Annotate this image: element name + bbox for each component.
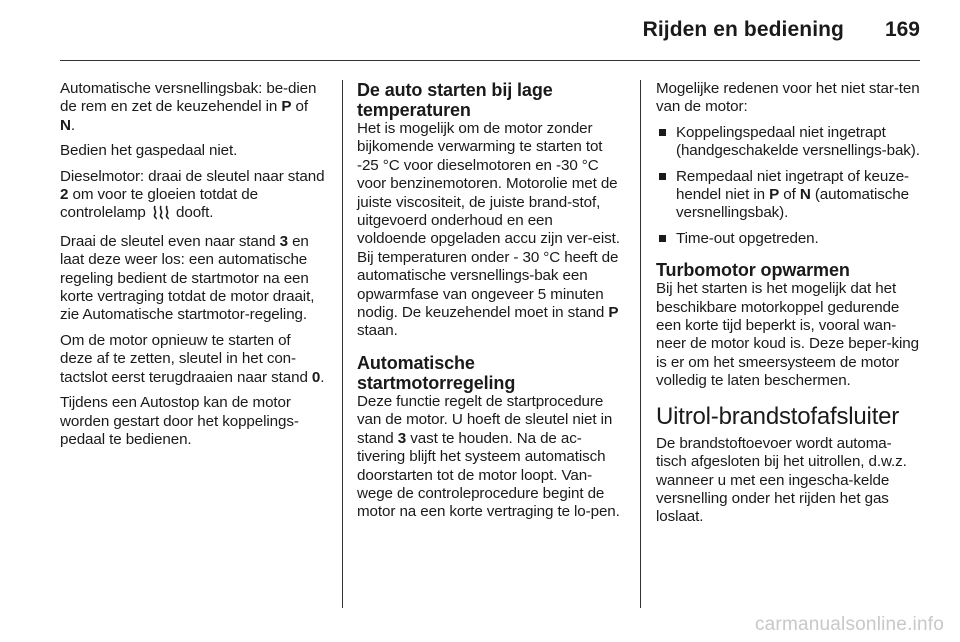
paragraph-accelerator: Bedien het gaspedaal niet.	[60, 142, 238, 160]
paragraph-automatic-gearbox: Automatische versnellingsbak: be-dien de rem en zet de keuzehendel in P of N.	[60, 80, 317, 134]
column-divider-1	[342, 80, 343, 608]
heading-low-temperature: De auto starten bij lage temperaturen	[357, 80, 553, 120]
paragraph-low-temperature: Het is mogelijk om de motor zonder bijkomende verwarming te starten tot -25 °C voor dieselmotoren en -30 °C voor benzinemotoren. Motorolie met de juiste viscositeit, de juiste brand-stof, uitgevoerd onderhoud en een voldoende opgeladen accu zijn ver-eist. Bij temperaturen onder - 30 °C heeft de automatische versnellings-bak een opwarmfase van ongeveer 5 minuten nodig. De keuzehendel moet in stand P staan.	[357, 120, 620, 340]
page-header-title: Rijden en bediening	[642, 18, 844, 41]
heading-fuel-cutoff: Uitrol-brandstofafsluiter	[656, 402, 900, 430]
bullet-square-icon	[659, 173, 666, 180]
column-middle	[357, 80, 623, 529]
heading-turbo-warmup: Turbomotor opwarmen	[656, 260, 850, 281]
paragraph-auto-starter: Deze functie regelt de startprocedure van de motor. U hoeft de sleutel niet in stand 3 vast te houden. Na de ac-tivering blijft het systeem automatisch doorstarten tot de motor loopt. Van-wege de controleprocedure begint de motor na een korte vertraging te lo-pen.	[357, 392, 620, 521]
list-item: Rempedaal niet ingetrapt of keuze-hendel niet in P of N (automatische versnellingsbak).	[656, 168, 922, 223]
paragraph-key-position-3: Draai de sleutel even naar stand 3 en laat deze weer los: een automatische regeling bedient de startmotor na een korte vertraging totdat de motor draait, zie Automatische startmotor-regeling.	[60, 232, 315, 324]
reasons-list	[656, 124, 922, 248]
column-divider-2	[640, 80, 641, 608]
column-left	[60, 80, 326, 456]
paragraph-fuel-cutoff: De brandstoftoevoer wordt automa-tisch afgesloten bij het uitrollen, d.w.z. wanneer u met een ingescha-kelde versnelling onder het rijden het gas loslaat.	[656, 434, 907, 526]
page-number: 169	[884, 18, 920, 41]
heading-auto-starter: Automatische startmotorregeling	[357, 352, 516, 393]
paragraph-restart: Om de motor opnieuw te starten of deze af te zetten, sleutel in het con-tactslot eerst terugdraaien naar stand 0.	[60, 331, 325, 386]
paragraph-diesel: Dieselmotor: draai de sleutel naar stand 2 om voor te gloeien totdat de controlelamp dooft.	[60, 168, 326, 226]
glow-plug-icon	[152, 204, 170, 225]
watermark: carmanualsonline.info	[754, 614, 944, 635]
paragraph-turbo-warmup: Bij het starten is het mogelijk dat het beschikbare motorkoppel gedurende een korte tijd beperkt is, vooral wan-neer de motor koud is. Deze beper-king is er om het smeersysteem de motor volledig te laten beschermen.	[656, 280, 919, 390]
header-rule	[60, 60, 920, 61]
list-item: Koppelingspedaal niet ingetrapt (handgeschakelde versnellings-bak).	[656, 124, 922, 161]
bullet-square-icon	[659, 129, 666, 136]
page-header	[0, 0, 960, 62]
list-item: Time-out opgetreden.	[656, 230, 922, 248]
column-right	[656, 80, 922, 534]
paragraph-reasons: Mogelijke redenen voor het niet star-ten van de motor:	[656, 80, 920, 116]
bullet-square-icon	[659, 235, 666, 242]
paragraph-autostop: Tijdens een Autostop kan de motor worden gestart door het koppelings-pedaal te bedienen.	[60, 394, 299, 448]
